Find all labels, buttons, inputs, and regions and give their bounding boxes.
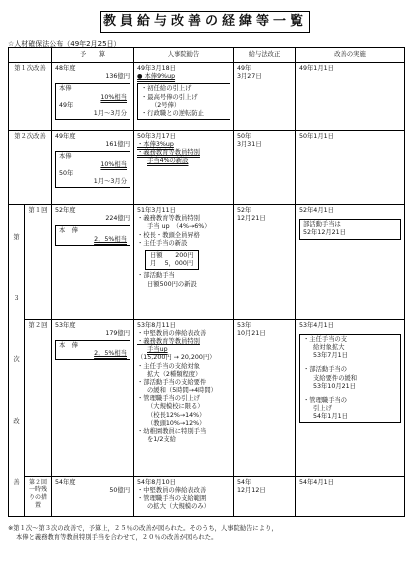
- header-implementation: 改善の実施: [296, 48, 405, 63]
- rec-item: ・中堅教員の俸給表改善: [137, 486, 207, 494]
- table-row: [9, 319, 405, 476]
- honpo-period: 1月～3月分: [93, 177, 127, 185]
- budget-cell: [52, 319, 134, 476]
- implementation-cell: 49年1月1日: [296, 63, 405, 131]
- rec-main: ● 本俸9%up: [137, 73, 176, 81]
- row-label-third: [9, 205, 25, 517]
- rec-item: ・主任手当の新設: [137, 239, 188, 247]
- table-row: [9, 63, 405, 131]
- implementation-cell: [296, 319, 405, 476]
- footnote-line: ※第１次～第３次の改善で，予算上，２５％の改善が図られた。そのうち，人事院勧告により，: [8, 525, 278, 532]
- impl-item: 54年1月1日: [313, 413, 348, 421]
- honpo-rate: 10%相当: [100, 93, 127, 101]
- allowance-box: [145, 250, 199, 270]
- honpo-bracket: [55, 340, 130, 360]
- honpo-label: 本俸: [59, 85, 72, 93]
- row-label-third-first: 第１回: [25, 205, 52, 320]
- impl-items: [299, 334, 401, 424]
- third-char: ３: [13, 295, 20, 303]
- rec-item: ・義務教育等教員特別: [137, 215, 200, 223]
- rec-date: 54年8月10日: [137, 478, 176, 486]
- rec-item: ・管理職手当の引上げ: [137, 395, 200, 403]
- rec-item: （校長12%→14%）: [147, 411, 206, 419]
- honpo-bracket: [55, 225, 130, 245]
- honpo-year: 49年: [59, 101, 74, 109]
- rec-item: ・校長・教頭全員昇格: [137, 231, 200, 239]
- teacher-salary-history-table: [8, 47, 405, 517]
- rec-date: 49年3月18日: [137, 65, 176, 72]
- honpo-label: 本 俸: [59, 227, 78, 235]
- rec-main: ・本俸3%up: [137, 141, 174, 149]
- row-label-second: 第２次改善: [9, 130, 52, 204]
- budget-year: 53年度: [55, 321, 76, 329]
- recommendation-cell: [134, 63, 234, 131]
- implementation-cell: 50年1月1日: [296, 130, 405, 204]
- rec-item: ・最高号俸の引上げ: [141, 93, 198, 101]
- law-cell: 53年 10月21日: [234, 319, 296, 476]
- impl-item: 53年7月1日: [313, 352, 348, 360]
- recommendation-cell: [134, 130, 234, 204]
- budget-amount: 136億円: [105, 73, 130, 81]
- law-cell: 49年 3月27日: [234, 63, 296, 131]
- rec-item: を1/2支給: [147, 436, 177, 444]
- honpo-bracket: [55, 151, 130, 188]
- impl-item: 給対象拡大: [313, 344, 345, 352]
- rec-item: （15,200円 → 20,200円）: [137, 354, 216, 362]
- header-law: 給与法改正: [234, 48, 296, 63]
- impl-item: 53年10月21日: [313, 382, 356, 390]
- impl-note: 部活動手当は 52年12月21日: [299, 219, 401, 239]
- rec-item: ・中堅教員の俸給表改善: [137, 329, 207, 337]
- rec-item: 手当 up （4%→6%）: [147, 223, 211, 231]
- budget-year: 48年度: [55, 65, 76, 72]
- budget-year: 52年度: [55, 207, 76, 215]
- third-char: 改: [13, 417, 20, 425]
- honpo-label: 本俸: [59, 153, 72, 161]
- footnote: [8, 524, 406, 542]
- row-label-third-second: 第２回: [25, 319, 52, 476]
- third-char: 第: [13, 233, 20, 241]
- rec-item: ・義務教育等教員特別: [137, 338, 200, 346]
- impl-date: 53年4月1日: [299, 321, 334, 329]
- budget-amount: 179億円: [105, 329, 130, 337]
- rec-item: ・部活動手当: [137, 272, 175, 280]
- budget-amount: 224億円: [105, 215, 130, 223]
- budget-cell: [52, 130, 134, 204]
- honpo-period: 1月～3月分: [93, 109, 127, 117]
- law-cell: 52年 12月21日: [234, 205, 296, 320]
- monthly-amount: 5，000円: [164, 260, 194, 268]
- impl-date: 52年4月1日: [299, 207, 334, 215]
- rec-item: ・初任給の引上げ: [141, 85, 192, 93]
- rec-items: [137, 83, 230, 120]
- header-recommendation: 人事院勧告: [134, 48, 234, 63]
- impl-item: ・主任手当の支: [303, 335, 348, 343]
- rec-item: ・義務教育等教員特別: [137, 149, 200, 157]
- budget-year: 54年度: [55, 478, 76, 486]
- recommendation-cell: [134, 476, 234, 516]
- rec-date: 53年8月11日: [137, 321, 176, 329]
- honpo-rate: 2．5%相当: [94, 350, 127, 358]
- budget-cell: [52, 205, 134, 320]
- rec-item: （教頭10%→12%）: [147, 419, 206, 427]
- header-budget: 予 算: [52, 48, 134, 63]
- table-row: [9, 476, 405, 516]
- budget-cell: [52, 63, 134, 131]
- impl-item: ・管理職手当の: [303, 396, 348, 404]
- rec-item: （2号俸）: [151, 101, 181, 109]
- implementation-cell: 54年4月1日: [296, 476, 405, 516]
- rec-item: ・行政職との逆転防止: [141, 109, 204, 117]
- rec-date: 50年3月17日: [137, 132, 176, 140]
- implementation-cell: [296, 205, 405, 320]
- budget-amount: 161億円: [105, 141, 130, 149]
- third-char: 次: [13, 356, 20, 364]
- law-promulgation-note: ☆人材確保法公布（49年2月25日）: [8, 40, 121, 48]
- rec-item: ・幼稚園教員に特別手当: [137, 427, 207, 435]
- rec-item: 拡大（2種類程度）: [147, 370, 202, 378]
- rec-item: ・部活動手当の支給要件: [137, 378, 207, 386]
- row-label-first: 第１次改善: [9, 63, 52, 131]
- page-title: 教員給与改善の経緯等一覧: [100, 11, 310, 33]
- honpo-rate: 2．5%相当: [94, 235, 127, 243]
- budget-cell: [52, 476, 134, 516]
- table-row: [9, 205, 405, 320]
- impl-item: 支給要件の緩和: [313, 374, 358, 382]
- rec-item: （大規模校に限る）: [147, 403, 204, 411]
- rec-item: ・管理職手当の支給範囲: [137, 495, 207, 502]
- table-row: [9, 130, 405, 204]
- daily-label: 日額: [150, 251, 163, 259]
- header-blank: [9, 48, 52, 63]
- third-char: 善: [13, 479, 20, 487]
- rec-item: 日額500円の新設: [147, 280, 197, 288]
- rec-item: の拡大（大規模のみ）: [147, 503, 210, 511]
- recommendation-cell: [134, 319, 234, 476]
- law-cell: 54年 12月12日: [234, 476, 296, 516]
- impl-item: ・部活動手当の: [303, 366, 348, 374]
- rec-item: 手当4%の新設: [147, 157, 189, 165]
- rec-item: の緩和（5時間→4時間）: [147, 387, 217, 395]
- rec-date: 51年3月11日: [137, 207, 176, 215]
- honpo-year: 50年: [59, 169, 74, 177]
- law-cell: 50年 3月31日: [234, 130, 296, 204]
- monthly-label: 月: [150, 260, 157, 268]
- footnote-line: 本俸と義務教育等教員特別手当を合わせて，２０％の改善が図られた。: [16, 534, 218, 542]
- honpo-rate: 10%相当: [100, 161, 127, 169]
- budget-amount: 50億円: [109, 486, 130, 494]
- impl-item: 引上げ: [313, 405, 332, 413]
- recommendation-cell: [134, 205, 234, 320]
- rec-item: ・主任手当の支給対象: [137, 362, 200, 370]
- honpo-bracket: [55, 83, 130, 120]
- budget-year: 49年度: [55, 132, 76, 140]
- row-label-third-residual: 第２回一時残りの措置: [25, 476, 52, 516]
- honpo-label: 本 俸: [59, 342, 78, 350]
- daily-amount: 200円: [175, 251, 194, 259]
- table-header-row: [9, 48, 405, 63]
- rec-item: 手当up: [147, 346, 168, 354]
